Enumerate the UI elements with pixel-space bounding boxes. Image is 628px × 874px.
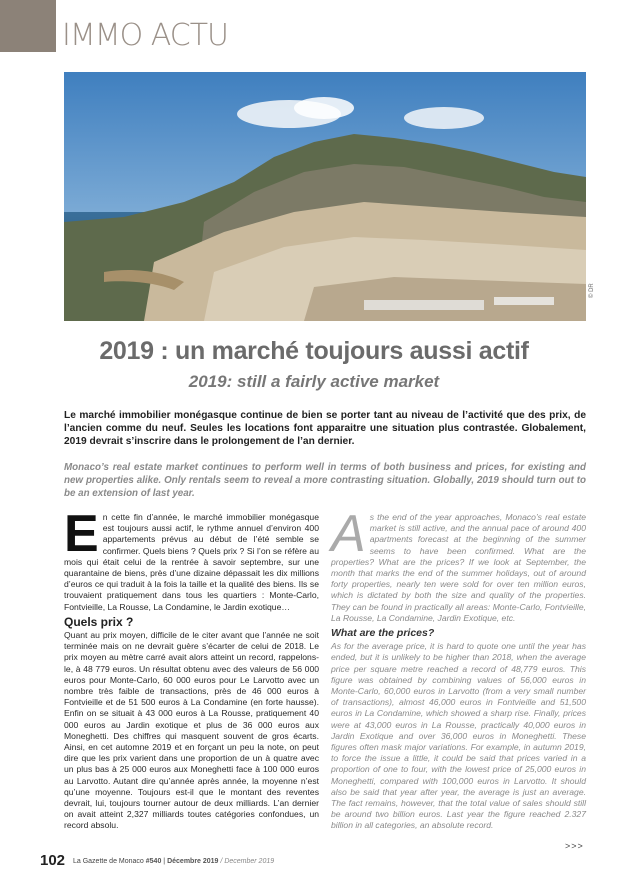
dropcap-fr: E <box>64 505 99 563</box>
article-title-fr: 2019 : un marché toujours aussi actif <box>99 337 529 365</box>
section-title: IMMO ACTU <box>62 18 228 53</box>
page-footer: 102 La Gazette de Monaco #540 | Décembre 2019 / December 2019 <box>40 852 275 869</box>
header-color-block <box>0 0 56 52</box>
body-paragraph-fr-2: Quant au prix moyen, difficile de le citer avant que l’année ne soit terminée mais on ne devrait guère s’écarter de celui de 2018. Le prix moyen au mètre carré avait alors atteint un record, rappelons-le, à 48 779 euros. Un résultat obtenu avec des valeurs de 56 000 euros pour Monte-Carlo, 60 000 euros pour Le Larvotto avec un nombre très faible de transactions, près de 46 000 euros à Fontvieille et de 51 500 euros à La Condamine (en forte hausse). Enfin on se situait à 43 000 euros à La Rousse, pratiquement 40 000 euros au Jardin exotique et plus de 36 000 euros aux Moneghetti. Des chiffres qui masquent souvent de gros écarts. Ainsi, en cet automne 2019 et en forçant un peu la note, on peut dire que les prix varient dans une proportion de un à quatre avec un plus bas à 25 000 euros aux Moneghetti face à 100 000 euros au Larvotto. Autant dire qu’année après année, la moyenne n’est qu’une moyenne. Toujours est-il que le montant des reventes devrait, lui, toujours tourner autour de deux milliards. L’an dernier on avait atteint 2,327 milliards toutes catégories confondues, un record absolu. <box>64 630 319 831</box>
article-photo <box>64 72 586 321</box>
page-number: 102 <box>40 852 66 869</box>
dropcap-en: A <box>331 505 366 563</box>
continue-marker: >>> <box>565 841 584 851</box>
article-title-en: 2019: still a fairly active market <box>188 372 440 391</box>
lead-paragraph-en: Monaco’s real estate market continues to perform well in terms of both business and prices, for existing and new properties alike. Only rentals seem to reveal a more contrasting situation. Globally, 2019 should turn out to be an extension of last year. <box>64 462 586 499</box>
photo-credit: © DR <box>589 283 595 298</box>
issue-month-en: December 2019 <box>224 858 275 865</box>
body-paragraph-fr-1: n cette fin d’année, le marché immobilier monégasque est toujours aussi actif, le rythme annuel d’environ 400 appartements prévus au début de l’été semble se confirmer. Quels biens ? Quels prix ? Si l’on se réfère au mois qui était celui de la rentrée à savoir septembre, sur une quarantaine de biens, près d’une dizaine dépassait les dix millions d’euros ce qui traduit à la fois la taille et la qualité des biens. Ils se trouvaient pratiquement dans tous les quartiers : Monte-Carlo, Fontvieille, La Rousse, La Condamine, le Jardin exotique… <box>64 512 319 612</box>
issue-month-fr: Décembre 2019 <box>167 858 219 865</box>
column-french <box>64 505 319 832</box>
footer-separator: | <box>163 858 166 865</box>
body-paragraph-en-2: As for the average price, it is hard to quote one until the year has ended, but it is unlikely to be higher than 2018, when the average price per square metre reached a record of 48,779 euros. This figure was obtained by combining values of 56,000 euros in Monte-Carlo, 60,000 euros in Larvotto (from a very small number of transactions), almost 46,000 euros in Fontvieille and 51,500 euros in La Condamine, which showed a sharp rise. Finally, prices were at 43,000 euros in La Rousse, practically 40,000 euros in Jardin Exotique and over 36,000 euros in Moneghetti. These figures often mask major variations. For example, in autumn 2019, to force the issue a little, it could be said that prices varied in a proportion of one to four, with the lowest price of 25,000 euros in Moneghetti, compared with 100,000 euros in Larvotto. It should also be said that year after year, the average is just an average. The fact remains, however, that the total value of sales should still be around two billion euros. Last year the figure reached 2.327 billion in all categories, an absolute record. <box>331 641 586 831</box>
monaco-landscape-image <box>64 72 586 321</box>
subheading-en: What are the prices? <box>331 627 435 640</box>
subheading-fr: Quels prix ? <box>64 614 134 629</box>
lead-paragraph-fr: Le marché immobilier monégasque continue de bien se porter tant au niveau de l’activité que des prix, de l’ancien comme du neuf. Seules les locations font apparaitre une situation plus contrastée. Globalement, 2019 devrait s’inscrire dans le prolongement de l’an dernier. <box>64 410 586 447</box>
issue-number: #540 <box>145 858 162 865</box>
publication-name: La Gazette de Monaco <box>72 858 144 865</box>
column-english <box>331 505 586 832</box>
body-paragraph-en-1: s the end of the year approaches, Monaco’s real estate market is still active, and the annual pace of around 400 apartments forecast at the beginning of the summer seems to have been confirmed. What are the properties? What are the prices? If we look at September, the month that marks the end of the summer holidays, out of around forty properties, nearly ten were sold for over ten million euros, which is dictated by both the size and quality of the properties. They can be found in practically all areas: Monte-Carlo, Fontvieille, La Rousse, La Condamine, Jardin Exotique, etc. <box>331 512 586 623</box>
